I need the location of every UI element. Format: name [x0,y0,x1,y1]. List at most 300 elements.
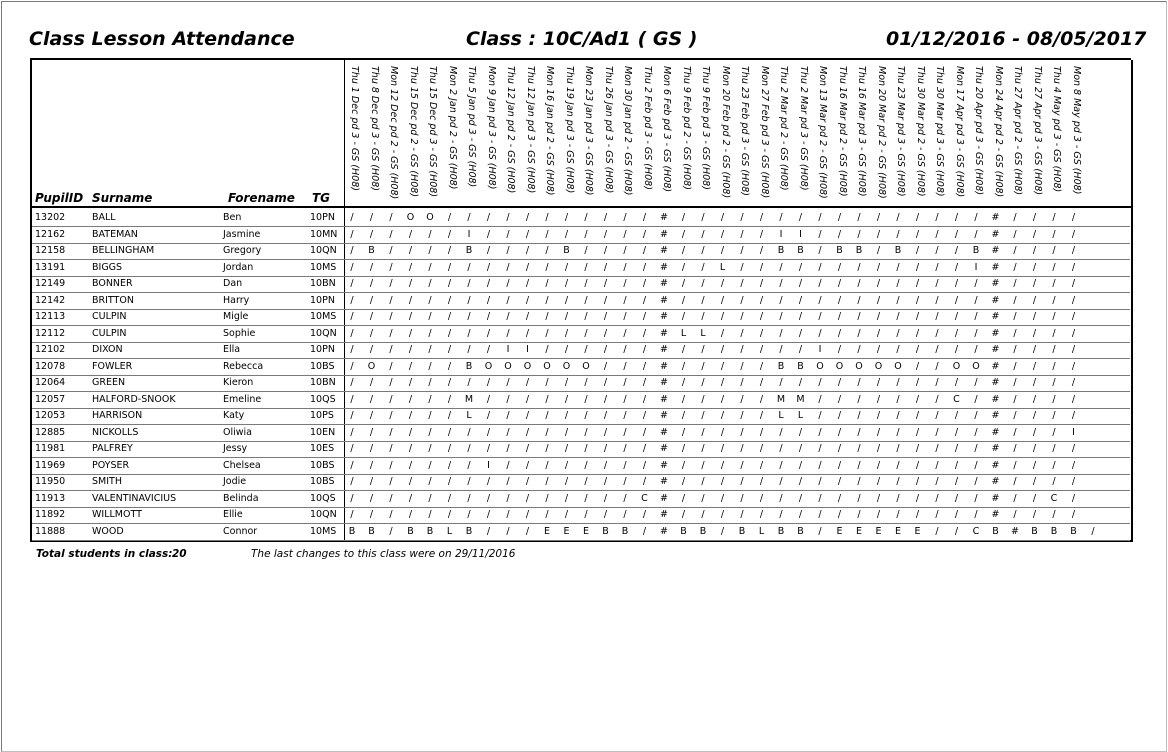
attendance-mark: / [1032,228,1037,240]
attendance-mark: / [701,410,705,421]
attendance-mark: / [486,245,491,256]
attendance-mark: / [389,459,393,471]
attendance-mark: / [486,311,491,322]
attendance-mark: / [954,212,959,223]
attendance-mark: / [740,360,744,372]
attendance-mark: L [719,261,726,273]
attendance-mark: / [837,443,842,454]
attendance-mark: / [720,492,725,504]
pupil-id-cell: 12149 [35,278,66,289]
attendance-mark: / [740,278,744,289]
attendance-mark: B [738,525,746,537]
attendance-mark: / [1071,245,1076,256]
attendance-mark: / [603,228,608,240]
attendance-mark: / [564,327,569,339]
lesson-header-label: Thu 8 Dec pd 3 - GS (H08) [368,66,380,191]
attendance-mark: / [603,360,608,372]
attendance-mark: / [545,377,549,388]
attendance-mark: B [797,525,804,537]
attendance-mark: / [896,426,900,438]
attendance-mark: / [603,261,608,273]
attendance-mark: / [876,377,881,388]
attendance-mark: / [681,492,686,504]
attendance-mark: / [545,426,549,438]
attendance-mark: / [1071,212,1076,223]
attendance-mark: E [582,525,589,537]
attendance-mark: / [720,245,725,256]
attendance-mark: # [660,344,668,355]
attendance-mark: / [720,327,725,339]
attendance-mark: / [369,509,374,520]
attendance-mark: / [525,377,530,388]
attendance-mark: / [954,344,959,355]
attendance-mark: / [545,410,549,421]
attendance-mark: / [1071,393,1076,405]
attendance-mark: / [564,393,569,405]
attendance-mark: / [486,443,491,454]
pupil-id-cell: 13191 [35,261,66,273]
table-row [32,326,1130,343]
attendance-mark: / [603,344,608,355]
lesson-header [971,66,985,202]
attendance-mark: B [426,525,434,537]
attendance-mark: / [486,261,491,273]
attendance-mark: / [525,525,530,537]
pupil-id-cell: 12162 [35,228,66,240]
attendance-mark: / [701,278,705,289]
attendance-mark: / [740,393,744,405]
attendance-mark: / [974,294,978,306]
lesson-header-label: Thu 12 Jan pd 2 - GS (H08) [505,66,516,194]
surname-cell: BALL [92,212,116,223]
attendance-mark: / [896,212,900,223]
forename-cell: Kieron [223,377,254,388]
attendance-mark: / [1032,393,1037,405]
attendance-mark: / [701,245,705,256]
table-row [32,375,1130,392]
attendance-mark: / [525,261,530,273]
lesson-header [659,66,673,202]
lesson-header [1030,66,1044,202]
attendance-mark: / [545,476,549,487]
attendance-mark: / [935,443,939,454]
attendance-mark: O [484,360,493,372]
surname-cell: BATEMAN [92,228,138,240]
attendance-mark: / [603,509,608,520]
attendance-mark: / [681,311,686,322]
lesson-header-label: Mon 6 Feb pd 3 - GS (H08) [661,66,672,193]
attendance-mark: / [837,344,842,355]
attendance-mark: / [486,492,491,504]
attendance-mark: / [837,459,842,471]
attendance-mark: C [953,393,960,405]
attendance-mark: / [428,492,432,504]
attendance-mark: / [701,377,705,388]
attendance-mark: / [720,525,725,537]
attendance-mark: / [525,294,530,306]
lesson-header [601,66,615,202]
attendance-mark: / [564,261,569,273]
attendance-mark: / [837,492,842,504]
attendance-mark: / [701,509,705,520]
attendance-mark: / [1032,278,1037,289]
attendance-mark: / [642,443,647,454]
tg-cell: 10QN [310,327,337,339]
attendance-mark: / [740,228,744,240]
tg-cell: 10BS [310,476,335,487]
attendance-mark: / [954,476,959,487]
attendance-mark: # [991,278,1000,289]
attendance-mark: L [446,525,453,537]
attendance-mark: / [447,476,452,487]
attendance-mark: / [837,509,842,520]
attendance-mark: / [915,426,920,438]
attendance-mark: / [1013,426,1017,438]
lesson-header-label: Thu 30 Mar pd 3 - GS (H08) [934,66,945,197]
pupil-id-cell: 13202 [35,212,66,223]
attendance-mark: / [915,509,920,520]
attendance-mark: / [876,327,881,339]
attendance-mark: / [603,327,608,339]
forename-cell: Belinda [223,492,259,504]
attendance-mark: / [642,278,647,289]
attendance-mark: # [660,492,668,504]
attendance-mark: # [991,212,1000,223]
attendance-mark: / [428,459,432,471]
attendance-mark: B [699,525,707,537]
attendance-mark: B [465,245,473,256]
attendance-mark: / [1071,278,1076,289]
attendance-mark: B [465,360,473,372]
last-changes-note: The last changes to this class were on 29/11/2016 [251,548,516,560]
attendance-mark: / [681,476,686,487]
attendance-mark: / [876,228,881,240]
attendance-mark: / [1032,327,1037,339]
attendance-mark: / [467,443,471,454]
attendance-mark: / [642,344,647,355]
pupil-id-cell: 11913 [35,492,66,504]
attendance-mark: / [779,476,783,487]
lesson-header-label: Thu 2 Mar pd 3 - GS (H08) [797,66,809,191]
attendance-mark: # [991,327,1000,339]
attendance-mark: / [506,525,510,537]
lesson-header-label: Thu 27 Apr pd 2 - GS (H08) [1012,66,1023,196]
forename-cell: Chelsea [223,459,261,471]
attendance-mark: / [1071,443,1076,454]
attendance-mark: / [603,426,608,438]
attendance-mark: I [779,228,783,240]
forename-cell: Connor [223,525,258,537]
tg-cell: 10PN [310,294,335,306]
attendance-mark: # [660,212,668,223]
attendance-mark: / [720,377,725,388]
attendance-mark: / [467,344,471,355]
attendance-mark: / [1052,344,1056,355]
attendance-mark: / [759,410,764,421]
attendance-mark: / [603,492,608,504]
pupil-id-cell: 12112 [35,327,66,339]
attendance-mark: / [389,410,393,421]
attendance-mark: # [660,278,668,289]
attendance-mark: / [818,459,822,471]
attendance-mark: / [447,228,452,240]
attendance-mark: / [857,476,861,487]
lesson-header-label: Thu 1 Dec pd 3 - GS (H08) [349,66,360,191]
attendance-mark: / [389,245,393,256]
lesson-header-label: Thu 2 Feb pd 3 - GS (H08) [641,66,653,190]
attendance-mark: / [954,459,959,471]
forename-cell: Rebecca [223,360,264,372]
attendance-mark: B [563,245,570,256]
attendance-mark: B [1070,525,1077,537]
attendance-mark: / [1013,212,1017,223]
attendance-mark: B [777,360,785,372]
attendance-mark: C [1050,492,1058,504]
attendance-mark: / [506,509,510,520]
attendance-mark: # [991,377,1000,388]
attendance-mark: / [584,410,588,421]
tg-cell: 10PN [310,212,335,223]
attendance-mark: / [447,393,452,405]
attendance-mark: / [623,261,627,273]
attendance-mark: / [603,410,608,421]
table-row [32,408,1130,425]
attendance-mark: / [779,509,783,520]
attendance-mark: / [623,393,627,405]
lesson-header-label: Thu 16 Mar pd 3 - GS (H08) [856,66,867,197]
tg-cell: 10PN [310,344,335,355]
attendance-mark: / [389,509,393,520]
attendance-mark: / [584,245,588,256]
attendance-mark: / [350,294,354,306]
attendance-mark: / [603,278,608,289]
attendance-mark: / [759,294,764,306]
lesson-header-label: Thu 23 Feb pd 3 - GS (H08) [739,66,750,196]
attendance-mark: / [564,443,569,454]
attendance-mark: / [525,492,530,504]
attendance-mark: / [720,311,725,322]
attendance-mark: L [758,525,765,537]
attendance-mark: / [935,228,939,240]
attendance-mark: / [798,443,803,454]
attendance-mark: / [759,509,764,520]
forename-cell: Oliwia [223,426,252,438]
attendance-mark: / [467,476,471,487]
lesson-header-label: Thu 9 Feb pd 3 - GS (H08) [700,66,711,190]
attendance-mark: / [779,459,783,471]
attendance-mark: / [857,509,861,520]
attendance-mark: / [525,278,530,289]
tg-cell: 10EN [310,426,336,438]
attendance-mark: / [389,443,393,454]
attendance-mark: / [915,443,920,454]
attendance-mark: / [876,509,881,520]
attendance-mark: B [777,525,785,537]
attendance-mark: / [974,410,978,421]
attendance-mark: / [759,327,764,339]
attendance-mark: / [681,360,686,372]
attendance-mark: O [894,360,902,372]
attendance-mark: / [623,492,627,504]
attendance-mark: / [428,228,432,240]
attendance-mark: / [1071,311,1076,322]
attendance-mark: / [584,459,588,471]
lesson-header [1010,66,1024,202]
attendance-mark: M [796,393,805,405]
attendance-mark: / [1071,344,1076,355]
attendance-mark: / [564,311,569,322]
table-row [32,359,1130,376]
attendance-mark: / [720,459,725,471]
attendance-mark: / [759,426,764,438]
attendance-mark: / [896,410,900,421]
attendance-mark: / [876,410,881,421]
attendance-mark: / [798,426,803,438]
attendance-mark: / [876,492,881,504]
attendance-mark: / [759,393,764,405]
attendance-mark: / [545,261,549,273]
attendance-mark: I [799,228,802,240]
attendance-mark: / [759,212,764,223]
lesson-header-label: Mon 27 Feb pd 3 - GS (H08) [758,66,770,199]
attendance-mark: / [759,344,764,355]
attendance-mark: / [623,410,627,421]
attendance-mark: M [776,393,786,405]
attendance-mark: / [506,245,510,256]
attendance-mark: / [506,476,510,487]
report-title: Class Lesson Attendance [29,28,295,50]
attendance-mark: E [543,525,550,537]
attendance-mark: / [681,377,686,388]
attendance-mark: B [836,245,843,256]
attendance-mark: / [759,360,764,372]
table-row [32,474,1130,491]
attendance-mark: / [779,344,783,355]
attendance-mark: / [525,443,530,454]
attendance-mark: / [428,327,432,339]
attendance-mark: / [623,327,627,339]
surname-cell: BIGGS [92,261,123,273]
table-row [32,309,1130,326]
attendance-mark: / [584,228,588,240]
attendance-mark: / [1071,492,1076,504]
attendance-mark: B [797,360,804,372]
attendance-mark: / [681,245,686,256]
attendance-mark: / [701,344,705,355]
attendance-mark: # [991,476,1000,487]
attendance-mark: E [836,525,843,537]
attendance-mark: / [1032,459,1037,471]
attendance-mark: # [991,261,1000,273]
attendance-mark: O [426,212,434,223]
attendance-mark: / [1052,311,1056,322]
attendance-mark: # [660,294,668,306]
attendance-mark: / [467,426,471,438]
attendance-mark: / [954,278,959,289]
attendance-mark: / [701,228,705,240]
lesson-header [542,66,556,202]
attendance-mark: # [660,525,668,537]
attendance-mark: / [857,261,861,273]
attendance-mark: / [1052,278,1056,289]
lesson-header-label: Thu 5 Jan pd 3 - GS (H08) [466,66,477,188]
attendance-mark: / [954,492,959,504]
attendance-mark: / [369,476,374,487]
attendance-mark: / [935,393,939,405]
attendance-mark: / [818,212,822,223]
attendance-mark: / [740,377,744,388]
lesson-header-label: Mon 20 Feb pd 2 - GS (H08) [719,66,731,199]
attendance-mark: / [818,410,822,421]
attendance-mark: / [506,327,510,339]
attendance-mark: / [1013,443,1017,454]
attendance-mark: # [991,426,1000,438]
attendance-mark: / [369,294,374,306]
attendance-mark: / [935,212,939,223]
attendance-mark: / [857,327,861,339]
attendance-mark: / [1013,294,1017,306]
attendance-mark: / [545,492,549,504]
attendance-mark: / [1013,410,1017,421]
attendance-mark: / [740,443,744,454]
attendance-mark: / [525,327,530,339]
attendance-mark: / [447,294,452,306]
attendance-mark: / [896,377,900,388]
attendance-mark: / [1032,294,1037,306]
attendance-mark: / [369,426,374,438]
lesson-header [796,66,810,202]
attendance-mark: / [584,443,588,454]
lesson-header [562,66,576,202]
attendance-mark: / [467,311,471,322]
attendance-mark: / [564,294,569,306]
lesson-header [737,66,751,202]
attendance-mark: / [759,245,764,256]
attendance-mark: / [584,327,588,339]
attendance-mark: / [447,377,452,388]
attendance-mark: / [389,492,393,504]
attendance-mark: / [408,344,413,355]
attendance-mark: / [447,459,452,471]
attendance-mark: / [1052,443,1056,454]
attendance-mark: / [915,327,920,339]
attendance-mark: / [408,311,413,322]
lesson-header [835,66,849,202]
attendance-mark: / [642,509,647,520]
attendance-mark: # [991,443,1000,454]
surname-cell: HARRISON [92,410,143,421]
attendance-mark: / [389,228,393,240]
lesson-header [815,66,829,202]
attendance-mark: / [467,509,471,520]
attendance-mark: / [935,294,939,306]
attendance-mark: / [915,228,920,240]
attendance-mark: / [408,509,413,520]
attendance-mark: / [642,327,647,339]
attendance-mark: / [974,344,978,355]
attendance-mark: / [896,344,900,355]
attendance-mark: / [876,443,881,454]
attendance-mark: / [720,344,725,355]
attendance-mark: / [603,476,608,487]
attendance-mark: / [896,459,900,471]
attendance-mark: / [545,327,549,339]
attendance-mark: / [935,476,939,487]
tg-cell: 10MN [310,228,338,240]
attendance-mark: / [467,278,471,289]
attendance-mark: / [642,294,647,306]
attendance-mark: / [896,228,900,240]
